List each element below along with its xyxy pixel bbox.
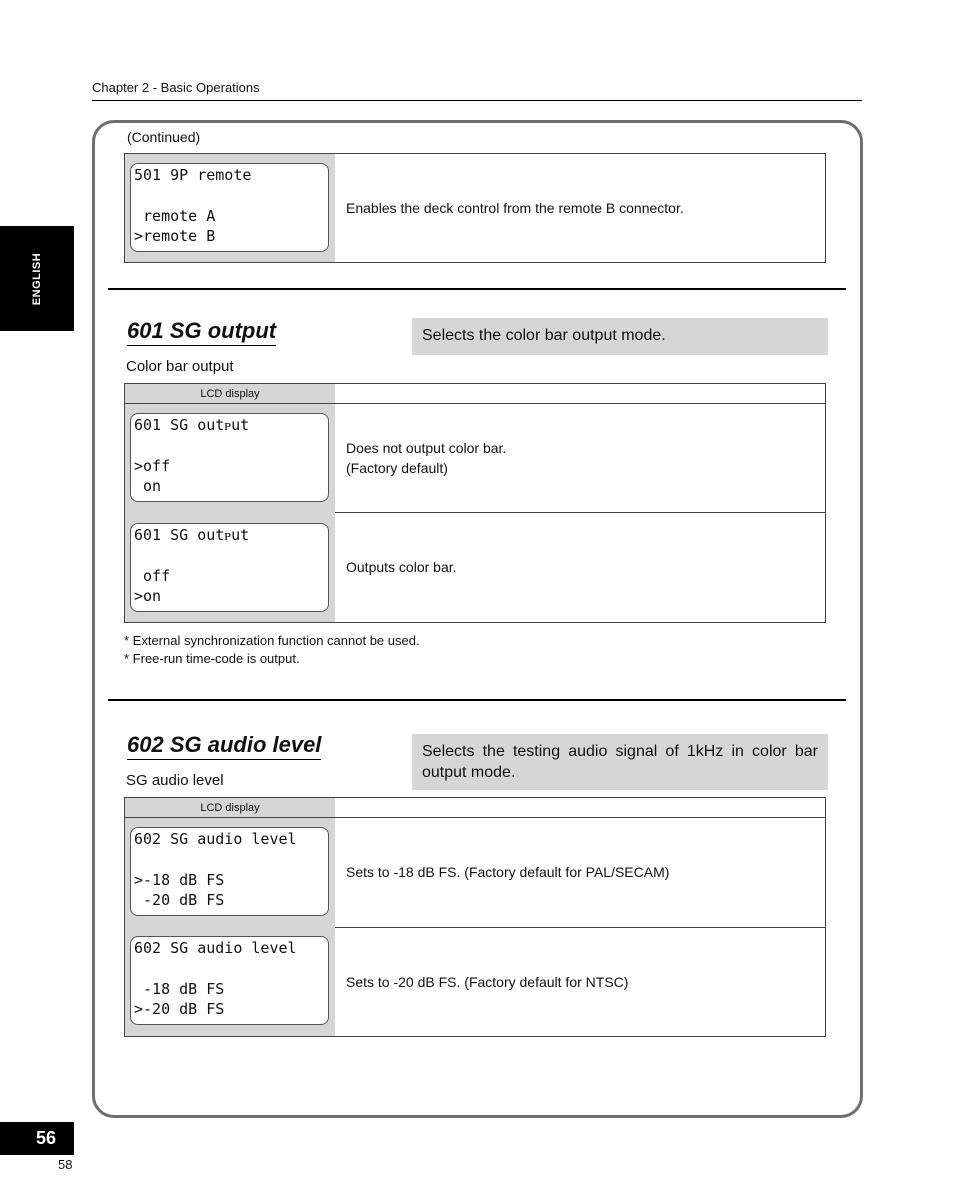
section-title-601: 601 SG output — [127, 318, 276, 346]
note-line: * External synchronization function cannot be used. — [124, 633, 420, 648]
chapter-heading: Chapter 2 - Basic Operations — [92, 80, 260, 95]
table-row-divider — [125, 817, 825, 818]
note-line: * Free-run time-code is output. — [124, 651, 300, 666]
language-label: ENGLISH — [31, 252, 43, 305]
table-row-divider — [125, 403, 825, 404]
page-number: 56 — [35, 1128, 56, 1148]
section-subtitle-601: Color bar output — [126, 358, 234, 375]
description-602-minus20: Sets to -20 dB FS. (Factory default for NTSC) — [346, 974, 629, 990]
sheet-number: 58 — [58, 1157, 73, 1172]
page-number-badge — [0, 1122, 74, 1155]
table-row-divider — [335, 927, 825, 928]
continued-label: (Continued) — [127, 129, 201, 145]
section-title-602: 602 SG audio level — [127, 732, 321, 760]
header-divider — [92, 100, 862, 101]
info-box-601: Selects the color bar output mode. — [412, 318, 828, 355]
lcd-display-602-minus20: 602 SG audio level -18 dB FS >-20 dB FS — [130, 936, 329, 1025]
info-box-602: Selects the testing audio signal of 1kHz in color bar output mode. — [412, 734, 828, 790]
lcd-display-501: 501 9P remote remote A >remote B — [130, 163, 329, 252]
description-line: (Factory default) — [346, 459, 448, 476]
section-divider — [108, 699, 846, 701]
lcd-display-602-minus18: 602 SG audio level >-18 dB FS -20 dB FS — [130, 827, 329, 916]
description-601-on: Outputs color bar. — [346, 559, 457, 575]
description-601-off — [346, 439, 506, 478]
description-501: Enables the deck control from the remote B connector. — [346, 200, 684, 216]
lcd-display-header: LCD display — [200, 388, 260, 400]
lcd-display-601-on: 601 SG outᴩut off >on — [130, 523, 329, 612]
lcd-display-header: LCD display — [200, 802, 260, 814]
table-row-divider — [335, 512, 825, 513]
description-line: Does not output color bar. — [346, 440, 507, 456]
language-side-tab — [0, 226, 74, 331]
description-602-minus18: Sets to -18 dB FS. (Factory default for PAL/SECAM) — [346, 864, 670, 880]
section-divider — [108, 288, 846, 290]
lcd-display-601-off: 601 SG outᴩut >off on — [130, 413, 329, 502]
section-subtitle-602: SG audio level — [126, 772, 224, 789]
